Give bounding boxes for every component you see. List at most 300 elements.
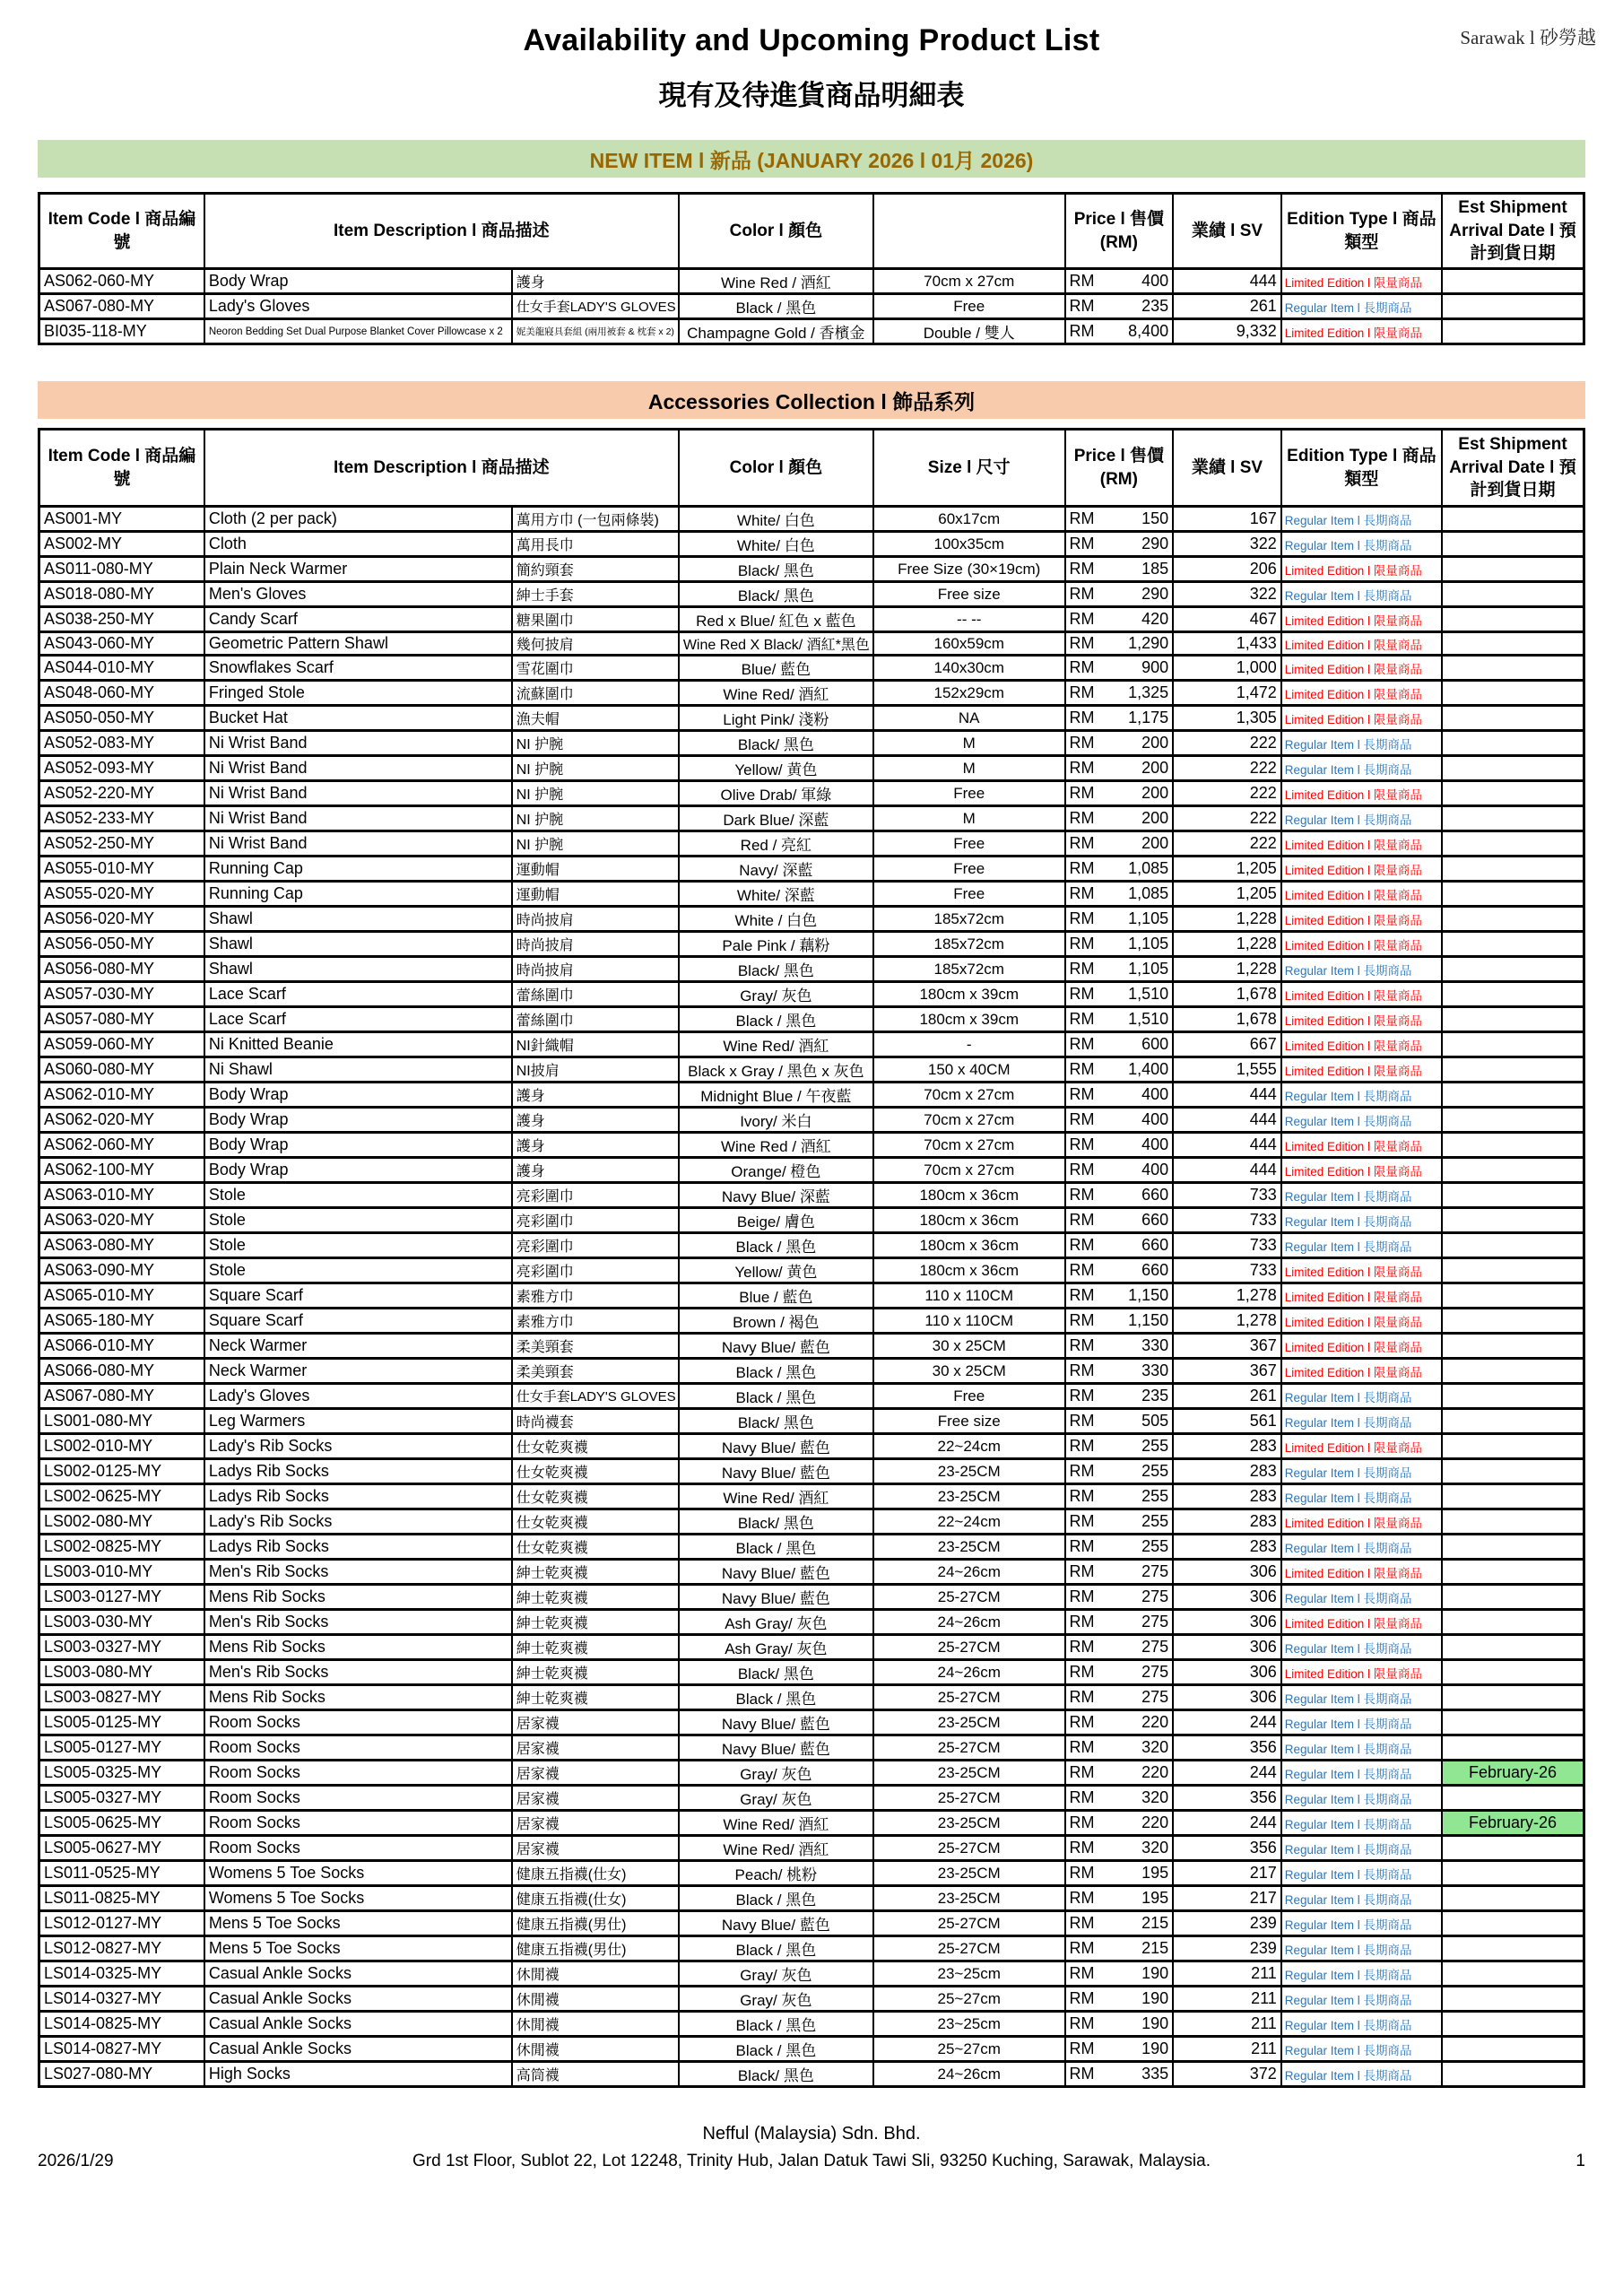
cell-sv: 1,555 [1173,1057,1281,1083]
cell-item-code: AS063-010-MY [39,1183,204,1208]
currency-label: RM [1069,859,1095,877]
cell-item-code: AS066-010-MY [39,1334,204,1359]
cell-price [1065,706,1174,731]
cell-description-en: Cloth [204,532,512,557]
cell-color: Gray/ 灰色 [679,1786,873,1811]
cell-est-shipment [1442,1484,1584,1509]
regular-item-label: Regular Item l 長期商品 [1284,762,1412,777]
cell-item-code: LS005-0125-MY [39,1710,204,1735]
cell-edition-type [1281,1509,1442,1535]
cell-price [1065,1936,1174,1961]
table-row [39,1911,1584,1936]
cell-est-shipment [1442,2062,1584,2087]
cell-size: 185x72cm [873,957,1065,982]
cell-description-zh: 時尚襪套 [512,1409,679,1434]
cell-sv: 239 [1173,1911,1281,1936]
table-row [39,1007,1584,1032]
cell-item-code: AS062-060-MY [39,269,204,294]
cell-est-shipment [1442,1359,1584,1384]
table-row [39,1233,1584,1258]
cell-item-code: LS011-0525-MY [39,1861,204,1886]
cell-description-en: Lady's Rib Socks [204,1434,512,1459]
cell-edition-type [1281,907,1442,932]
cell-description-en: Casual Ankle Socks [204,2012,512,2037]
currency-label: RM [1069,585,1095,603]
cell-est-shipment [1442,319,1584,344]
cell-color: Navy Blue/ 藍色 [679,1434,873,1459]
cell-price [1065,1761,1174,1786]
cell-color: Black / 黑色 [679,1535,873,1560]
limited-edition-label: Limited Edition l 限量商品 [1284,1290,1422,1304]
cell-item-code: AS052-250-MY [39,831,204,857]
cell-price [1065,1334,1174,1359]
cell-est-shipment [1442,681,1584,706]
cell-edition-type [1281,507,1442,532]
price-value: 1,325 [1128,683,1169,701]
cell-edition-type [1281,1811,1442,1836]
currency-label: RM [1069,834,1095,852]
price-value: 200 [1141,734,1169,752]
cell-size: Free [873,294,1065,319]
cell-size: 23-25CM [873,1811,1065,1836]
cell-size: 25-27CM [873,1836,1065,1861]
cell-est-shipment [1442,532,1584,557]
cell-description-zh: 雪花圍巾 [512,656,679,681]
cell-price [1065,681,1174,706]
price-value: 215 [1141,1914,1169,1932]
cell-color: Navy Blue/ 藍色 [679,1560,873,1585]
price-value: 1,400 [1128,1060,1169,1078]
cell-price [1065,2012,1174,2037]
cell-edition-type [1281,882,1442,907]
cell-description-zh: 紳士乾爽襪 [512,1635,679,1660]
limited-edition-label: Limited Edition l 限量商品 [1284,938,1422,952]
table-row [39,1133,1584,1158]
table-row [39,1811,1584,1836]
cell-edition-type [1281,982,1442,1007]
regular-item-label: Regular Item l 長期商品 [1284,1892,1412,1907]
cell-sv: 367 [1173,1359,1281,1384]
cell-description-zh: NI 护腕 [512,806,679,831]
cell-edition-type [1281,831,1442,857]
price-value: 200 [1141,759,1169,777]
price-value: 150 [1141,509,1169,527]
cell-edition-type [1281,1183,1442,1208]
cell-color: Black/ 黑色 [679,582,873,607]
cell-item-code: LS027-080-MY [39,2062,204,2087]
cell-color: White/ 白色 [679,507,873,532]
cell-edition-type [1281,1334,1442,1359]
cell-edition-type [1281,1710,1442,1735]
price-value: 275 [1141,1562,1169,1580]
cell-item-code: AS018-080-MY [39,582,204,607]
cell-est-shipment [1442,1509,1584,1535]
cell-description-en: Stole [204,1258,512,1283]
cell-item-code: LS014-0325-MY [39,1961,204,1987]
cell-sv: 1,472 [1173,681,1281,706]
column-header: Color l 顏色 [679,430,873,507]
price-value: 215 [1141,1939,1169,1957]
cell-description-en: Lady's Rib Socks [204,1509,512,1535]
cell-size: 23-25CM [873,1459,1065,1484]
price-value: 195 [1141,1889,1169,1907]
price-value: 200 [1141,784,1169,802]
footer-line [38,2152,1585,2171]
table-row [39,1258,1584,1283]
cell-price [1065,781,1174,806]
column-header: Edition Type l 商品類型 [1281,194,1442,269]
cell-est-shipment [1442,1635,1584,1660]
price-value: 290 [1141,585,1169,603]
currency-label: RM [1069,683,1095,701]
currency-label: RM [1069,909,1095,927]
table-row [39,2037,1584,2062]
regular-item-label: Regular Item l 長期商品 [1284,1214,1412,1229]
page-number: 1 [1575,2152,1585,2170]
cell-price [1065,1961,1174,1987]
cell-color: Gray/ 灰色 [679,1961,873,1987]
regular-item-label: Regular Item l 長期商品 [1284,813,1412,827]
cell-edition-type [1281,1635,1442,1660]
cell-edition-type [1281,582,1442,607]
cell-size: 110 x 110CM [873,1309,1065,1334]
cell-sv: 733 [1173,1233,1281,1258]
currency-label: RM [1069,1613,1095,1631]
table-row [39,1334,1584,1359]
cell-description-zh: 亮彩圍巾 [512,1208,679,1233]
cell-price [1065,1685,1174,1710]
cell-edition-type [1281,294,1442,319]
cell-edition-type [1281,1610,1442,1635]
cell-sv: 467 [1173,607,1281,632]
table-row [39,1735,1584,1761]
cell-est-shipment [1442,1057,1584,1083]
cell-color: Dark Blue/ 深藍 [679,806,873,831]
cell-size: 70cm x 27cm [873,1108,1065,1133]
cell-description-en: Fringed Stole [204,681,512,706]
cell-size: 25~27cm [873,2037,1065,2062]
limited-edition-label: Limited Edition l 限量商品 [1284,1139,1422,1153]
cell-item-code: AS055-020-MY [39,882,204,907]
cell-color: Wine Red/ 酒紅 [679,681,873,706]
cell-color: Black / 黑色 [679,1359,873,1384]
cell-edition-type [1281,1283,1442,1309]
cell-description-en: Womens 5 Toe Socks [204,1886,512,1911]
cell-sv: 444 [1173,1158,1281,1183]
cell-item-code: AS062-100-MY [39,1158,204,1183]
cell-edition-type [1281,2012,1442,2037]
limited-edition-label: Limited Edition l 限量商品 [1284,1164,1422,1178]
regular-item-label: Regular Item l 長期商品 [1284,2068,1412,2083]
price-value: 200 [1141,809,1169,827]
cell-description-en: Stole [204,1183,512,1208]
cell-sv: 667 [1173,1032,1281,1057]
table-row [39,532,1584,557]
cell-color: Navy Blue/ 藍色 [679,1334,873,1359]
cell-price [1065,731,1174,756]
table-row [39,1434,1584,1459]
price-value: 1,085 [1128,884,1169,902]
cell-edition-type [1281,681,1442,706]
cell-item-code: LS003-080-MY [39,1660,204,1685]
cell-est-shipment [1442,1987,1584,2012]
cell-size: 23-25CM [873,1761,1065,1786]
regular-item-label: Regular Item l 長期商品 [1284,1239,1412,1254]
cell-description-zh: 素雅方巾 [512,1309,679,1334]
column-header: Size l 尺寸 [873,430,1065,507]
price-value: 1,290 [1128,634,1169,652]
cell-sv: 283 [1173,1535,1281,1560]
currency-label: RM [1069,1286,1095,1304]
currency-label: RM [1069,1638,1095,1656]
accessories-section-header: Accessories Collection l 飾品系列 [38,381,1585,419]
price-value: 1,150 [1128,1286,1169,1304]
cell-est-shipment: February-26 [1442,1811,1584,1836]
cell-price [1065,1032,1174,1057]
cell-description-en: Neck Warmer [204,1359,512,1384]
limited-edition-label: Limited Edition l 限量商品 [1284,712,1422,726]
cell-description-en: Plain Neck Warmer [204,557,512,582]
cell-description-en: Lady's Gloves [204,1384,512,1409]
cell-item-code: AS062-020-MY [39,1108,204,1133]
cell-color: White/ 白色 [679,532,873,557]
price-value: 400 [1141,1161,1169,1178]
cell-price [1065,932,1174,957]
limited-edition-label: Limited Edition l 限量商品 [1284,1365,1422,1379]
table-row [39,982,1584,1007]
cell-description-en: High Socks [204,2062,512,2087]
currency-label: RM [1069,272,1095,290]
table-row [39,557,1584,582]
cell-est-shipment [1442,269,1584,294]
limited-edition-label: Limited Edition l 限量商品 [1284,838,1422,852]
cell-description-zh: 居家襪 [512,1761,679,1786]
cell-description-zh: 紳士乾爽襪 [512,1610,679,1635]
cell-sv: 1,228 [1173,957,1281,982]
cell-description-en: Men's Rib Socks [204,1660,512,1685]
price-value: 1,105 [1128,935,1169,952]
table-row [39,907,1584,932]
cell-description-zh: 高筒襪 [512,2062,679,2087]
regular-item-label: Regular Item l 長期商品 [1284,513,1412,527]
cell-item-code: AS002-MY [39,532,204,557]
cell-sv: 211 [1173,1987,1281,2012]
cell-sv: 1,305 [1173,706,1281,731]
cell-item-code: AS056-050-MY [39,932,204,957]
regular-item-label: Regular Item l 長期商品 [1284,1993,1412,2007]
cell-size: 30 x 25CM [873,1334,1065,1359]
cell-edition-type [1281,1309,1442,1334]
cell-description-en: Body Wrap [204,1083,512,1108]
cell-description-en: Ni Wrist Band [204,831,512,857]
cell-sv: 1,678 [1173,1007,1281,1032]
cell-description-zh: NI披肩 [512,1057,679,1083]
currency-label: RM [1069,1236,1095,1254]
cell-est-shipment [1442,1585,1584,1610]
cell-description-zh: 仕女乾爽襪 [512,1434,679,1459]
cell-edition-type [1281,1861,1442,1886]
cell-edition-type [1281,1735,1442,1761]
cell-description-en: Lady's Gloves [204,294,512,319]
currency-label: RM [1069,734,1095,752]
cell-item-code: LS003-030-MY [39,1610,204,1635]
cell-item-code: AS066-080-MY [39,1359,204,1384]
cell-description-zh: 紳士手套 [512,582,679,607]
cell-edition-type [1281,1836,1442,1861]
cell-size: 30 x 25CM [873,1359,1065,1384]
cell-item-code: AS011-080-MY [39,557,204,582]
cell-est-shipment [1442,756,1584,781]
cell-item-code: AS067-080-MY [39,294,204,319]
cell-price [1065,1409,1174,1434]
cell-sv: 167 [1173,507,1281,532]
cell-price [1065,1384,1174,1409]
cell-sv: 306 [1173,1560,1281,1585]
price-value: 195 [1141,1864,1169,1882]
header-row [39,194,1584,269]
cell-color: Pale Pink / 藕粉 [679,932,873,957]
cell-sv: 356 [1173,1735,1281,1761]
cell-color: Black / 黑色 [679,1886,873,1911]
cell-description-zh: 萬用方巾 (一包兩條裝) [512,507,679,532]
cell-description-zh: NI 护腕 [512,731,679,756]
cell-color: Black / 黑色 [679,1233,873,1258]
cell-price [1065,2062,1174,2087]
cell-sv: 222 [1173,731,1281,756]
table-row [39,1961,1584,1987]
cell-est-shipment [1442,1007,1584,1032]
table-row [39,632,1584,656]
cell-color: Black / 黑色 [679,2037,873,2062]
cell-price [1065,1083,1174,1108]
cell-color: Black / 黑色 [679,1384,873,1409]
cell-color: Ash Gray/ 灰色 [679,1610,873,1635]
cell-color: Navy/ 深藍 [679,857,873,882]
regular-item-label: Regular Item l 長期商品 [1284,1465,1412,1480]
cell-color: Wine Red/ 酒紅 [679,1836,873,1861]
currency-label: RM [1069,1813,1095,1831]
cell-est-shipment [1442,656,1584,681]
cell-sv: 211 [1173,1961,1281,1987]
table-row [39,831,1584,857]
cell-description-zh: 柔美頸套 [512,1334,679,1359]
currency-label: RM [1069,1688,1095,1706]
cell-est-shipment [1442,1459,1584,1484]
cell-color: Olive Drab/ 軍綠 [679,781,873,806]
cell-description-zh: 紳士乾爽襪 [512,1585,679,1610]
column-header [873,194,1065,269]
cell-description-zh: NI 护腕 [512,756,679,781]
cell-item-code: LS003-0127-MY [39,1585,204,1610]
cell-description-zh: 居家襪 [512,1786,679,1811]
price-value: 900 [1141,658,1169,676]
region-label: Sarawak l 砂勞越 [1460,27,1596,48]
price-value: 200 [1141,834,1169,852]
cell-edition-type [1281,269,1442,294]
cell-price [1065,1861,1174,1886]
regular-item-label: Regular Item l 長期商品 [1284,1867,1412,1882]
cell-est-shipment [1442,1108,1584,1133]
regular-item-label: Regular Item l 長期商品 [1284,2043,1412,2057]
cell-description-en: Men's Rib Socks [204,1560,512,1585]
cell-size: 25-27CM [873,1786,1065,1811]
cell-sv: 322 [1173,582,1281,607]
cell-sv: 222 [1173,756,1281,781]
cell-price [1065,656,1174,681]
cell-edition-type [1281,1936,1442,1961]
cell-item-code: AS062-060-MY [39,1133,204,1158]
cell-price [1065,1007,1174,1032]
currency-label: RM [1069,884,1095,902]
cell-sv: 356 [1173,1836,1281,1861]
cell-size: 23~25cm [873,1961,1065,1987]
cell-edition-type [1281,1886,1442,1911]
cell-price [1065,294,1174,319]
cell-sv: 222 [1173,781,1281,806]
cell-item-code: AS063-080-MY [39,1233,204,1258]
currency-label: RM [1069,1512,1095,1530]
cell-price [1065,1459,1174,1484]
cell-description-zh: 居家襪 [512,1836,679,1861]
cell-size: 25-27CM [873,1685,1065,1710]
currency-label: RM [1069,935,1095,952]
cell-sv: 217 [1173,1861,1281,1886]
cell-est-shipment [1442,731,1584,756]
cell-description-zh: 柔美頸套 [512,1359,679,1384]
regular-item-label: Regular Item l 長期商品 [1284,1692,1412,1706]
cell-color: Wine Red / 酒紅 [679,1133,873,1158]
cell-color: Wine Red/ 酒紅 [679,1811,873,1836]
cell-description-en: Womens 5 Toe Socks [204,1861,512,1886]
cell-size: Free [873,1384,1065,1409]
cell-price [1065,1660,1174,1685]
cell-est-shipment [1442,632,1584,656]
cell-est-shipment [1442,1384,1584,1409]
cell-sv: 244 [1173,1710,1281,1735]
cell-size: 22~24cm [873,1434,1065,1459]
footer-address: Grd 1st Floor, Sublot 22, Lot 12248, Trinity Hub, Jalan Datuk Tawi Sli, 93250 Kuching, Sarawak, Malaysia. [412,2152,1211,2170]
cell-description-zh: 幾何披肩 [512,632,679,656]
table-row [39,882,1584,907]
cell-item-code: AS038-250-MY [39,607,204,632]
limited-edition-label: Limited Edition l 限量商品 [1284,1340,1422,1354]
price-value: 255 [1141,1462,1169,1480]
cell-description-zh: 仕女乾爽襪 [512,1459,679,1484]
cell-color: Blue / 藍色 [679,1283,873,1309]
table-row [39,1560,1584,1585]
cell-price [1065,1836,1174,1861]
price-value: 335 [1141,2065,1169,2083]
table-row [39,1585,1584,1610]
cell-description-en: Ladys Rib Socks [204,1459,512,1484]
cell-est-shipment [1442,1233,1584,1258]
cell-est-shipment [1442,781,1584,806]
cell-sv: 306 [1173,1610,1281,1635]
cell-description-zh: 糖果圍巾 [512,607,679,632]
table-row [39,681,1584,706]
price-value: 275 [1141,1663,1169,1681]
cell-item-code: AS067-080-MY [39,1384,204,1409]
cell-price [1065,1183,1174,1208]
cell-est-shipment [1442,607,1584,632]
cell-price [1065,1886,1174,1911]
currency-label: RM [1069,1437,1095,1455]
table-row [39,1761,1584,1786]
cell-description-zh: 蕾絲圍巾 [512,982,679,1007]
cell-est-shipment [1442,1334,1584,1359]
cell-description-en: Geometric Pattern Shawl [204,632,512,656]
currency-label: RM [1069,509,1095,527]
